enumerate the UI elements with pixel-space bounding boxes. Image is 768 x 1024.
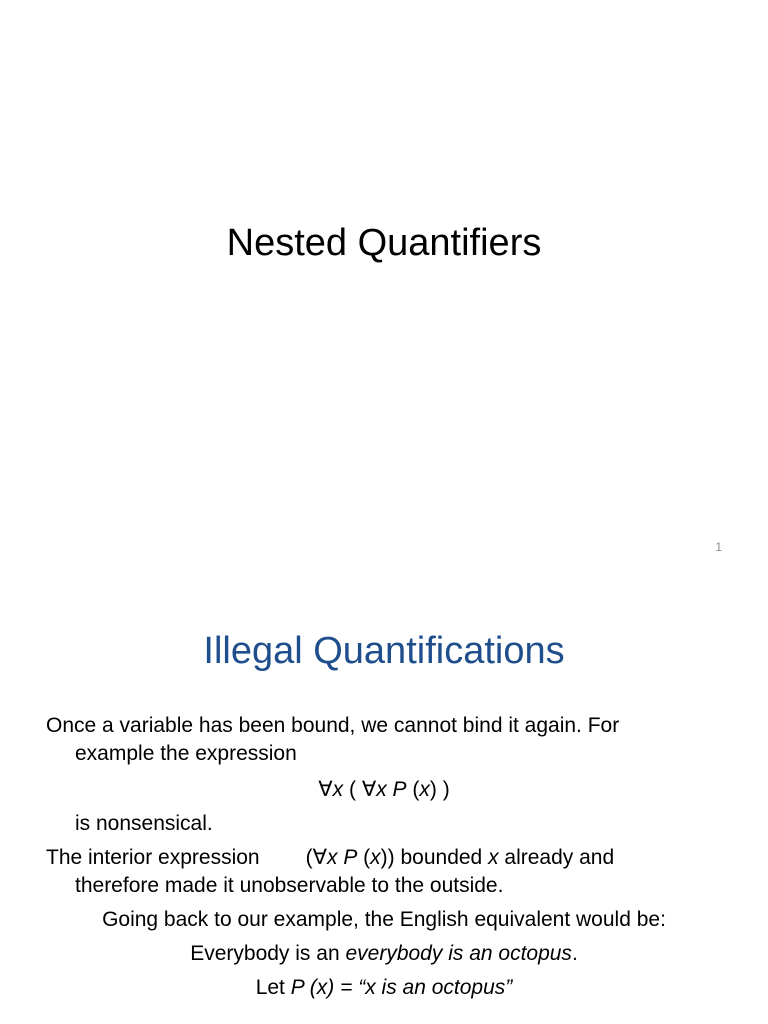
variable-x: x xyxy=(376,778,387,801)
para3-plain: Everybody is an xyxy=(190,942,346,965)
para1-line3: is nonsensical. xyxy=(75,812,213,835)
para1-line2: example the expression xyxy=(75,742,297,765)
variable-x: x xyxy=(326,846,338,869)
para3-italic: everybody is an octopus xyxy=(345,942,572,965)
para2-start: The interior expression xyxy=(46,846,260,869)
variable-x: x xyxy=(419,778,430,801)
forall-symbol: ∀ xyxy=(318,778,333,801)
para3-definition: P (x) = “x is an octopus” xyxy=(290,976,513,999)
para3-let: Let xyxy=(255,976,291,999)
expr-text: ( xyxy=(343,778,362,801)
para3-line3 xyxy=(0,974,768,1002)
predicate-p: P xyxy=(343,846,358,869)
expr-text: ) ) xyxy=(429,778,450,801)
variable-x: x xyxy=(332,778,344,801)
variable-x: x xyxy=(488,846,499,869)
page-number: 1 xyxy=(715,540,722,554)
predicate-p: P xyxy=(392,778,407,801)
expr-text: ( xyxy=(406,778,420,801)
para2-end: already and xyxy=(498,846,615,869)
para2-line2: therefore made it unobservable to the outside. xyxy=(75,874,504,897)
para3-line1: Going back to our example, the English equivalent would be: xyxy=(102,908,666,931)
slide-heading: Illegal Quantifications xyxy=(203,630,565,672)
variable-x: x xyxy=(370,846,381,869)
expression-forall xyxy=(0,776,768,804)
para1-line1: Once a variable has been bound, we cannot bind it again. For xyxy=(46,714,620,737)
para3-line2 xyxy=(0,940,768,968)
slide-title: Nested Quantifiers xyxy=(226,222,542,264)
para3-period: . xyxy=(571,942,578,965)
expr-text: )) bounded xyxy=(380,846,489,869)
slide-2 xyxy=(0,576,768,1024)
para2-line1 xyxy=(46,844,614,872)
forall-symbol: ∀ xyxy=(361,778,377,801)
expr-text: (∀ xyxy=(305,846,327,869)
expr-text: ( xyxy=(357,846,371,869)
